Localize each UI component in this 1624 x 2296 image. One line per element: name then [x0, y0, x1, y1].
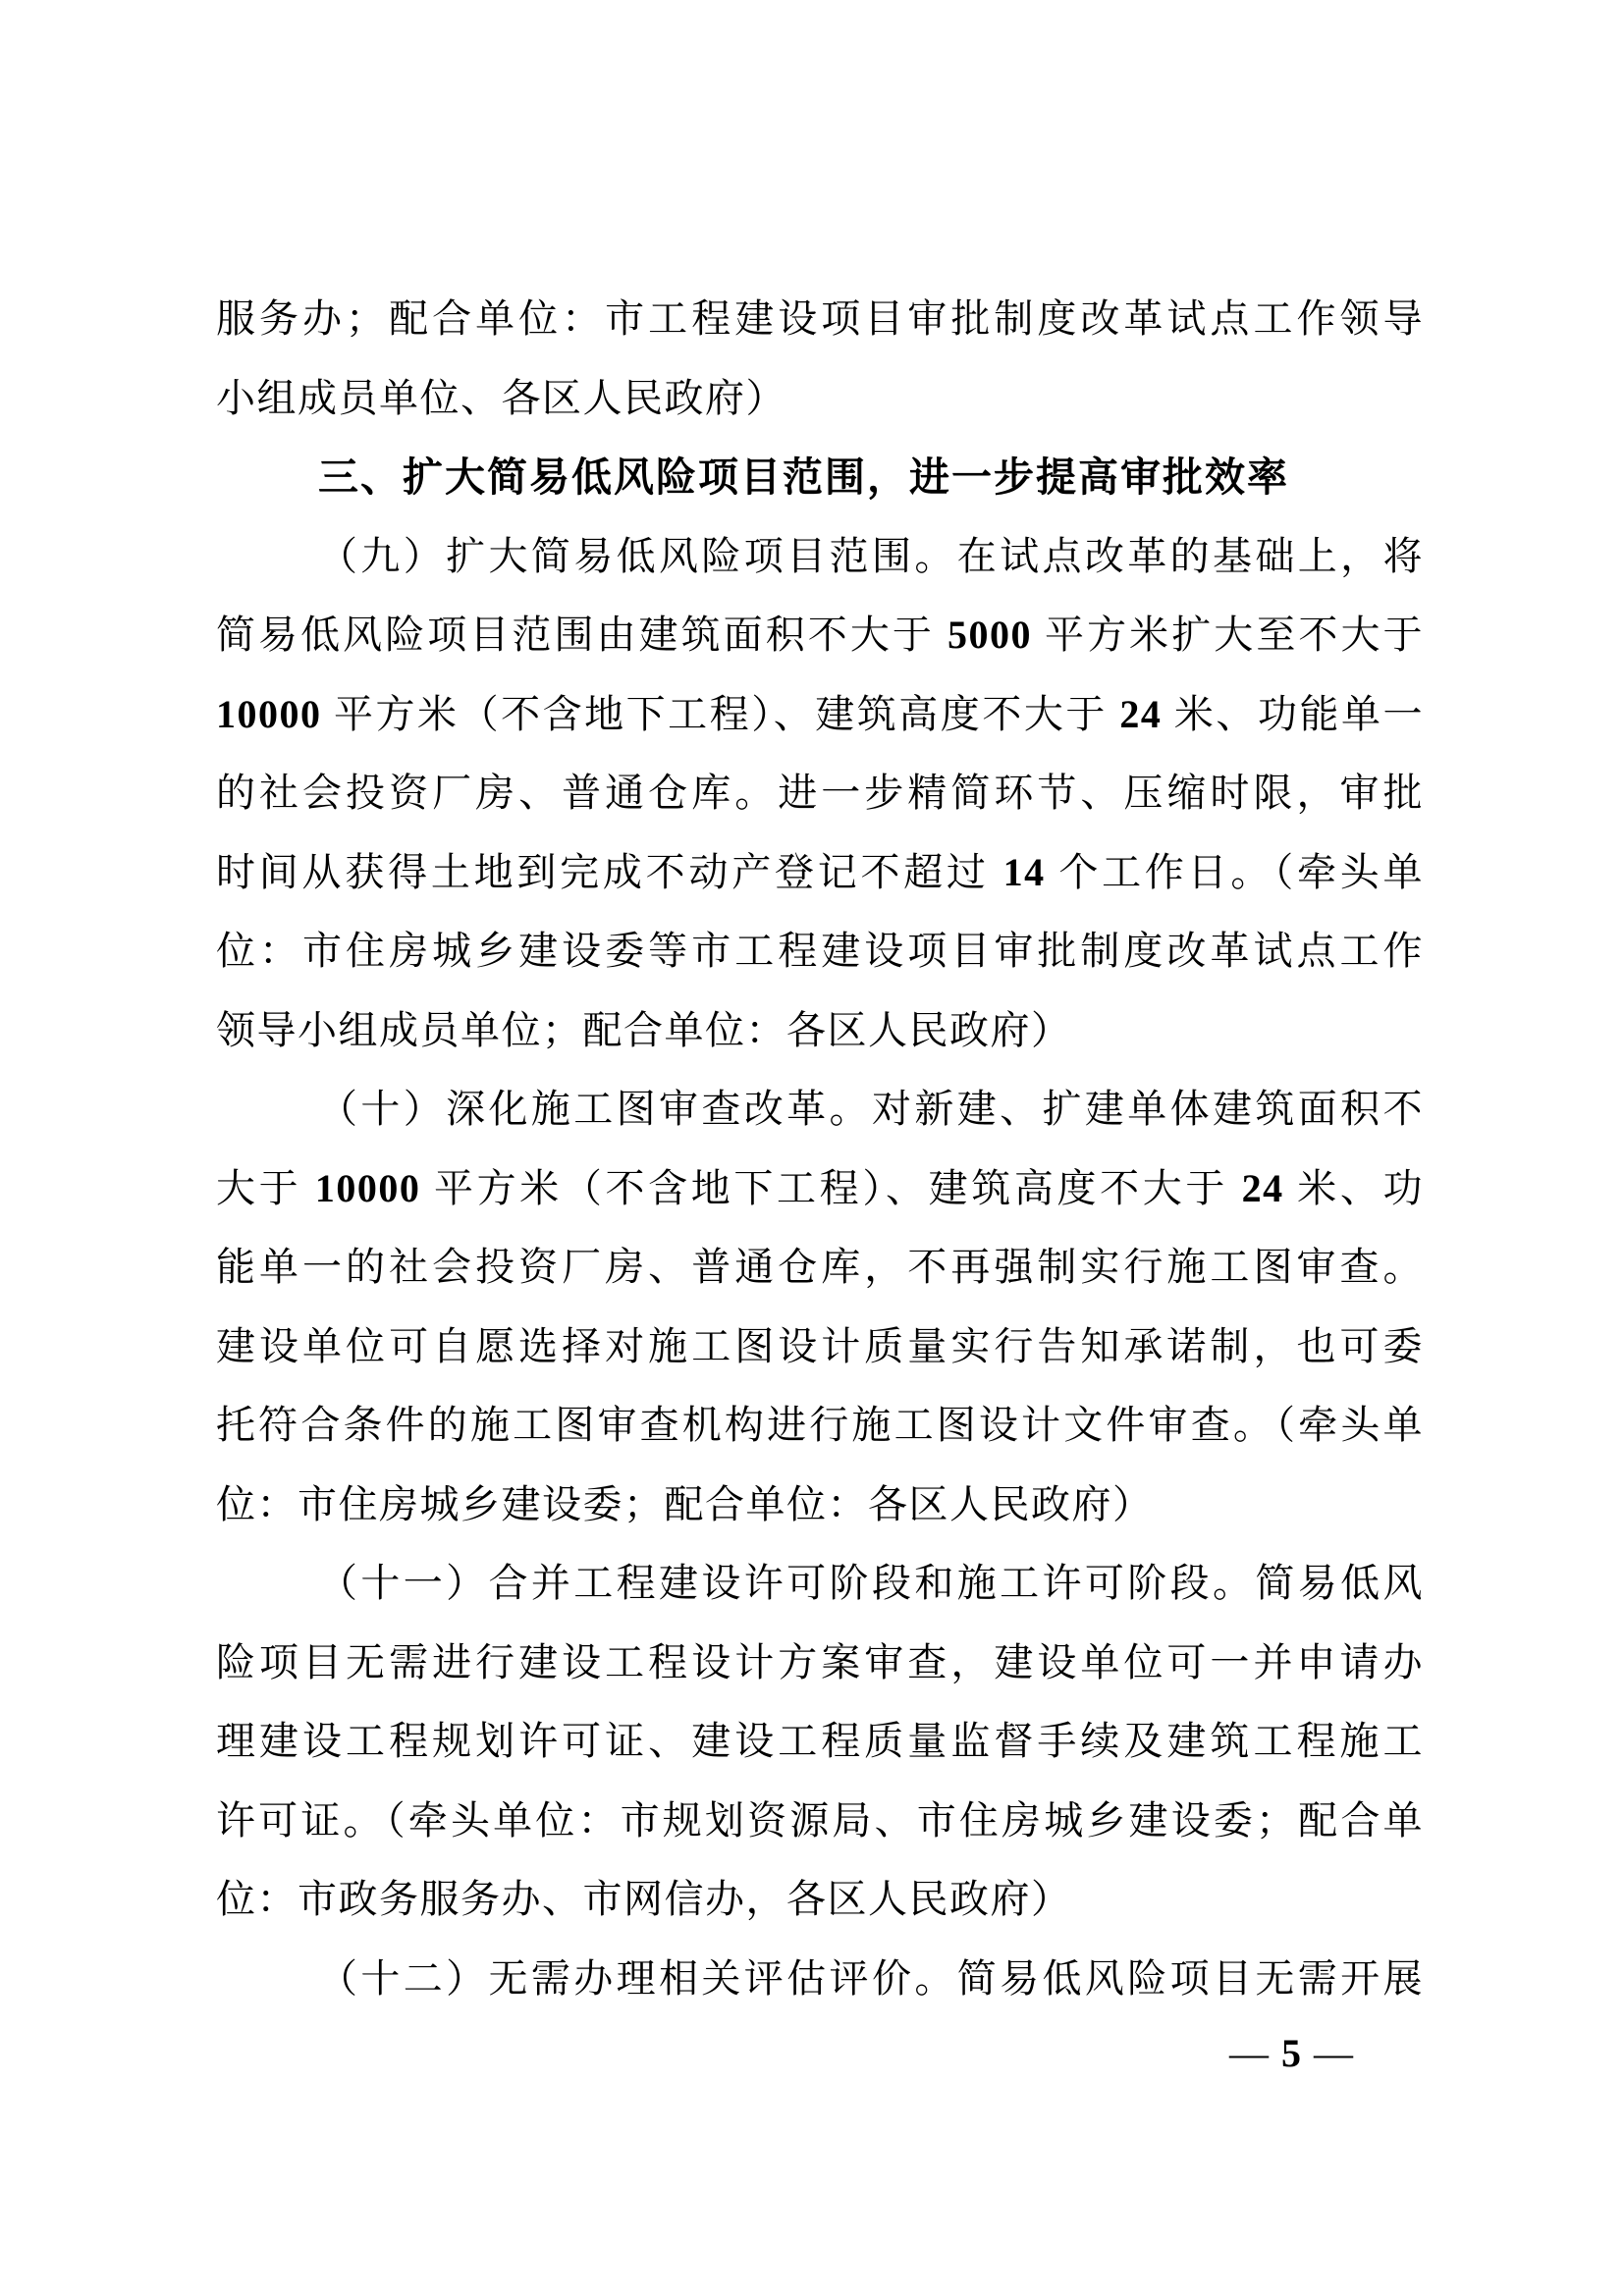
text-line — [216, 991, 1424, 1071]
item-lead-in: （十一）合并工程建设许可阶段和施工许可阶段。 — [318, 1561, 1256, 1605]
text-line — [216, 1782, 1424, 1861]
text-run: 建设单位可自愿选择对施工图设计质量实行告知承诺制，也可委 — [216, 1323, 1424, 1368]
bold-number: 24 — [1241, 1165, 1284, 1210]
bold-number: 5000 — [947, 613, 1032, 657]
text-line — [216, 1308, 1424, 1387]
text-run: 位：市政务服务办、市网信办，各区人民政府） — [216, 1877, 1072, 1921]
bold-number: 10000 — [314, 1165, 421, 1210]
text-line — [216, 1544, 1424, 1624]
text-line — [216, 359, 1424, 439]
text-run: 服务办；配合单位：市工程建设项目审批制度改革试点工作领导 — [216, 296, 1424, 341]
item-lead-in: （十）深化施工图审查改革。 — [318, 1087, 872, 1131]
text-run: 对新建、扩建单体建筑面积不 — [871, 1087, 1425, 1131]
bold-number: 14 — [1002, 849, 1046, 894]
document-body — [216, 280, 1424, 2018]
text-line — [216, 675, 1424, 755]
text-run: 米、功能单一 — [1162, 691, 1425, 736]
item-lead-in: （十二）无需办理相关评估评价。 — [318, 1955, 957, 2001]
text-run: 的社会投资厂房、普通仓库。进一步精简环节、压缩时限，审批 — [216, 771, 1424, 815]
text-run: 平方米（不含地下工程）、建筑高度不大于 — [321, 691, 1120, 736]
section-heading — [216, 438, 1424, 517]
text-run: 个工作日。（牵头单 — [1045, 849, 1425, 894]
text-run: 平方米（不含地下工程）、建筑高度不大于 — [420, 1165, 1242, 1210]
text-line — [216, 1624, 1424, 1703]
text-line — [216, 517, 1424, 597]
text-run: 在试点改革的基础上，将 — [956, 533, 1425, 578]
text-run: 简易低风 — [1255, 1561, 1424, 1605]
text-line — [216, 1149, 1424, 1229]
text-line — [216, 1940, 1424, 2019]
text-line — [216, 280, 1424, 359]
text-run: 三、扩大简易低风险项目范围，进一步提高审批效率 — [318, 454, 1289, 500]
bold-number: 10000 — [216, 691, 322, 736]
text-run: 平方米扩大至不大于 — [1032, 613, 1424, 657]
text-line — [216, 754, 1424, 833]
text-line — [216, 596, 1424, 675]
text-line — [216, 1860, 1424, 1940]
text-run: 时间从获得土地到完成不动产登记不超过 — [216, 849, 1003, 894]
text-run: 能单一的社会投资厂房、普通仓库，不再强制实行施工图审查。 — [216, 1245, 1424, 1289]
text-run: 大于 — [216, 1165, 315, 1210]
text-line — [216, 1702, 1424, 1782]
text-run: 小组成员单位、各区人民政府） — [216, 375, 786, 420]
text-run: 位：市住房城乡建设委；配合单位：各区人民政府） — [216, 1481, 1154, 1526]
item-lead-in: （九）扩大简易低风险项目范围。 — [318, 533, 957, 578]
text-run: 米、功 — [1283, 1165, 1425, 1210]
text-run: 简易低风险项目范围由建筑面积不大于 — [216, 613, 947, 657]
bold-number: 24 — [1119, 691, 1163, 736]
text-run: 位：市住房城乡建设委等市工程建设项目审批制度改革试点工作 — [216, 929, 1424, 973]
text-run: 领导小组成员单位；配合单位：各区人民政府） — [216, 1007, 1072, 1052]
page-number-dash-right: — — [1314, 2031, 1353, 2075]
text-run: 托符合条件的施工图审查机构进行施工图设计文件审查。（牵头单 — [216, 1403, 1424, 1447]
text-line — [216, 1228, 1424, 1308]
text-run: 许可证。（牵头单位：市规划资源局、市住房城乡建设委；配合单 — [216, 1797, 1424, 1842]
text-line — [216, 1466, 1424, 1545]
text-run: 简易低风险项目无需开展 — [956, 1955, 1425, 2001]
text-line — [216, 912, 1424, 991]
text-run: 理建设工程规划许可证、建设工程质量监督手续及建筑工程施工 — [216, 1719, 1424, 1763]
page-number — [1229, 2030, 1353, 2077]
text-line — [216, 1070, 1424, 1149]
text-line — [216, 833, 1424, 913]
text-run: 险项目无需进行建设工程设计方案审查，建设单位可一并申请办 — [216, 1639, 1424, 1684]
page-number-value: 5 — [1281, 2031, 1301, 2075]
page-number-dash-left: — — [1229, 2031, 1269, 2075]
text-line — [216, 1386, 1424, 1466]
